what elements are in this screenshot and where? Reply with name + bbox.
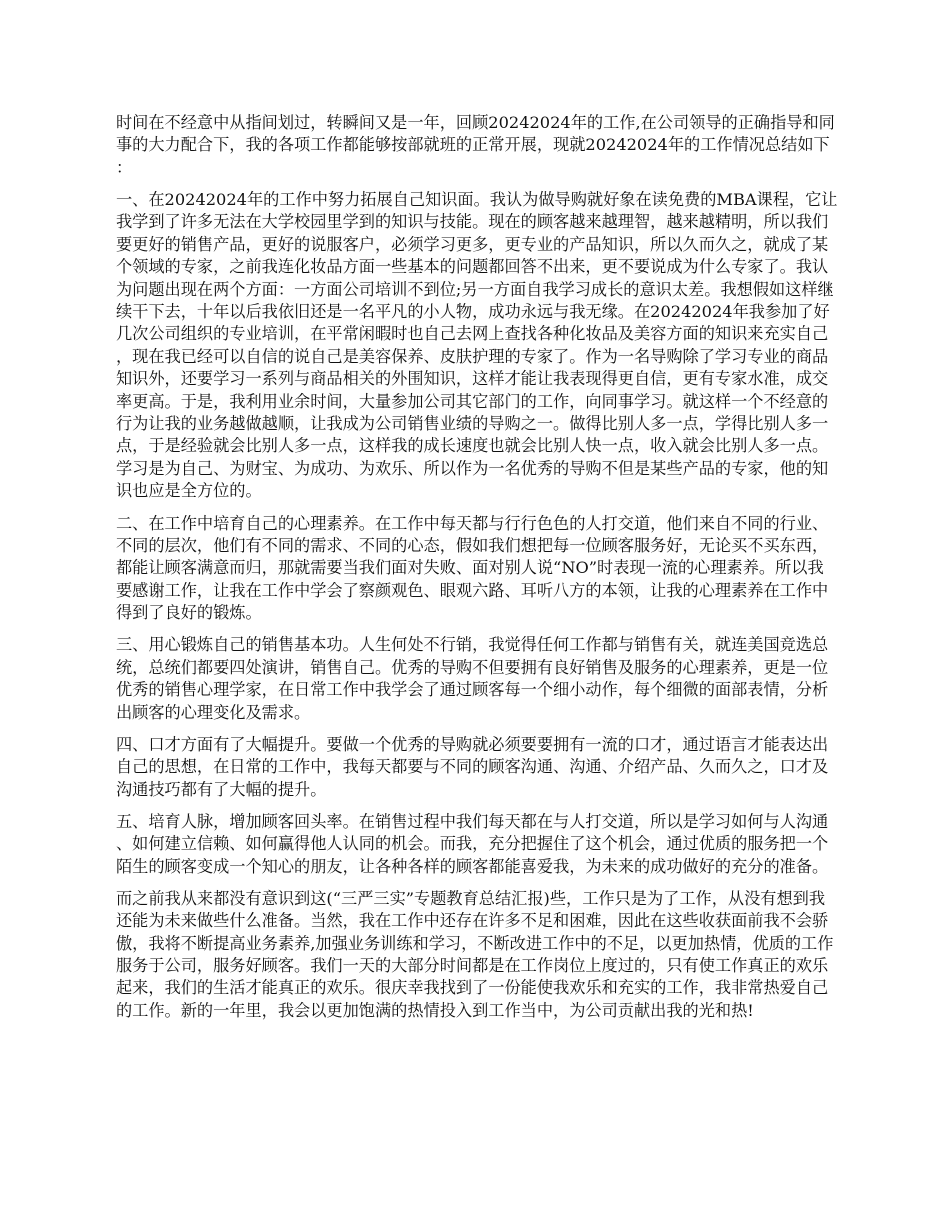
section-1-paragraph: 一、在20242024年的工作中努力拓展自己知识面。我认为做导购就好象在读免费的MBA课程，它让我学到了许多无法在大学校园里学到的知识与技能。现在的顾客越来越理智，越来越精明，所以我们要更好的销售产品，更好的说服客户，必须学习更多，更专业的产品知识，所以久而久之，就成了某个领域的专家，之前我连化妆品方面一些基本的问题都回答不出来，更不要说成为什么专家了。我认为问题出现在两个方面：一方面公司培训不到位;另一方面自我学习成长的意识太差。我想假如这样继续干下去，十年以后我依旧还是一名平凡的小人物，成功永远与我无缘。在20242024年我参加了好几次公司组织的专业培训，在平常闲暇时也自己去网上查找各种化妆品及美容方面的知识来充实自己，现在我已经可以自信的说自己是美容保养、皮肤护理的专家了。作为一名导购除了学习专业的商品知识外，还要学习一系列与商品相关的外围知识，这样才能让我表现得更自信，更有专家水准，成交率更高。于是，我利用业余时间，大量参加公司其它部门的工作，向同事学习。就这样一个不经意的行为让我的业务越做越顺，让我成为公司销售业绩的导购之一。做得比别人多一点，学得比别人多一点，于是经验就会比别人多一点，这样我的成长速度也就会比别人快一点，收入就会比别人多一点。学习是为自己、为财宝、为成功、为欢乐、所以作为一名优秀的导购不但是某些产品的专家，他的知识也应是全方位的。 (116, 190, 838, 501)
section-4-paragraph: 四、口才方面有了大幅提升。要做一个优秀的导购就必须要要拥有一流的口才，通过语言才能表达出自己的思想，在日常的工作中，我每天都要与不同的顾客沟通、沟通、介绍产品、久而久之，口才及沟通技巧都有了大幅的提升。 (116, 734, 829, 799)
document-body (116, 112, 838, 1032)
section-5-paragraph: 五、培育人脉，增加顾客回头率。在销售过程中我们每天都在与人打交道，所以是学习如何与人沟通、如何建立信赖、如何赢得他人认同的机会。而我，充分把握住了这个机会，通过优质的服务把一个陌生的顾客变成一个知心的朋友，让各种各样的顾客都能喜爱我，为未来的成功做好的充分的准备。 (116, 811, 829, 876)
section-2-paragraph: 二、在工作中培育自己的心理素养。在工作中每天都与行行色色的人打交道，他们来自不同的行业、不同的层次，他们有不同的需求、不同的心态，假如我们想把每一位顾客服务好，无论买不买东西，都能让顾客满意而归，那就需要当我们面对失败、面对别人说“NO”时表现一流的心理素养。所以我要感谢工作，让我在工作中学会了察颜观色、眼观六路、耳听八方的本领，让我的心理素养在工作中得到了良好的锻炼。 (116, 513, 829, 623)
intro-paragraph: 时间在不经意中从指间划过，转瞬间又是一年，回顾20242024年的工作,在公司领导的正确指导和同事的大力配合下，我的各项工作都能够按部就班的正常开展，现就20242024年的工作情况总结如下： (116, 113, 835, 177)
section-3-paragraph: 三、用心锻炼自己的销售基本功。人生何处不行销，我觉得任何工作都与销售有关，就连美国竞选总统，总统们都要四处演讲，销售自己。优秀的导购不但要拥有良好销售及服务的心理素养，更是一位优秀的销售心理学家，在日常工作中我学会了通过顾客每一个细小动作，每个细微的面部表情，分析出顾客的心理变化及需求。 (116, 635, 829, 722)
conclusion-paragraph: 而之前我从来都没有意识到这(“三严三实”专题教育总结汇报)些，工作只是为了工作，从没有想到我还能为未来做些什么准备。当然，我在工作中还存在许多不足和困难，因此在这些收获面前我不会骄傲，我将不断提高业务素养,加强业务训练和学习，不断改进工作中的不足，以更加热情，优质的工作服务于公司，服务好顾客。我们一天的大部分时间都是在工作岗位上度过的，只有使工作真正的欢乐起来，我们的生活才能真正的欢乐。很庆幸我找到了一份能使我欢乐和充实的工作，我非常热爱自己的工作。新的一年里，我会以更加饱满的热情投入到工作当中，为公司贡献出我的光和热! (116, 888, 834, 1020)
